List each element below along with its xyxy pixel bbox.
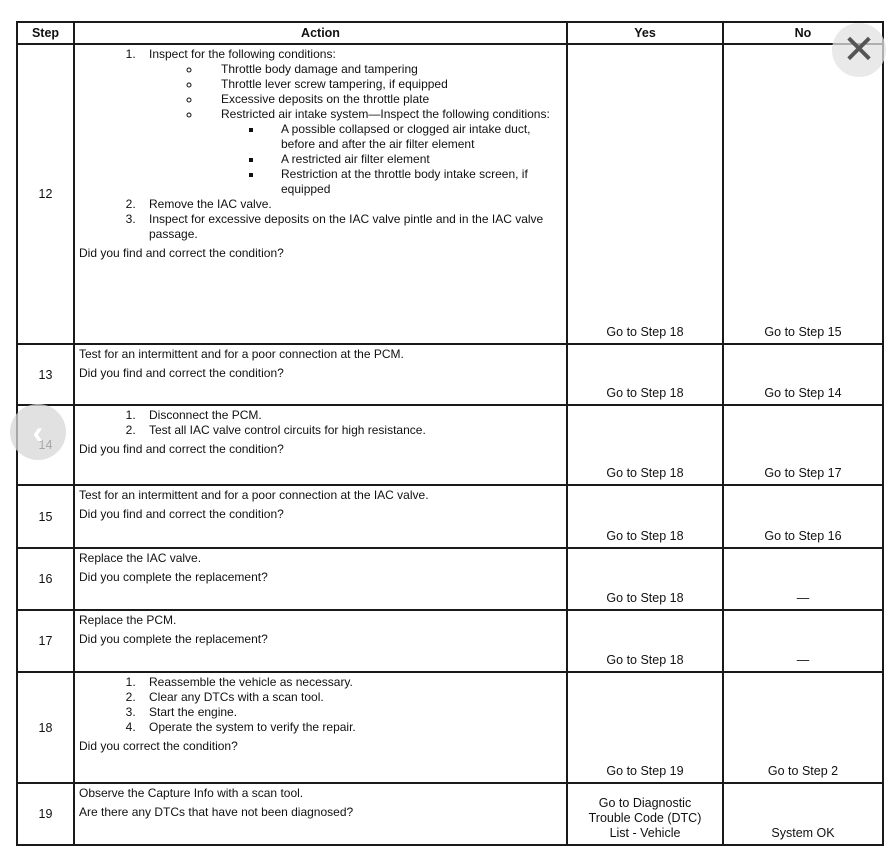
step-number: 19: [17, 783, 74, 845]
table-row: [17, 485, 883, 548]
action-steps: [79, 47, 562, 242]
action-cell: [74, 672, 567, 783]
action-cell: [74, 344, 567, 405]
table-row: [17, 783, 883, 845]
header-action: Action: [74, 22, 567, 44]
action-cell: [74, 783, 567, 845]
condition-list: [149, 62, 562, 197]
action-text: Test for an intermittent and for a poor connection at the PCM.: [79, 347, 404, 361]
action-step: 3. Inspect for excessive deposits on the IAC valve pintle and in the IAC valve passage.: [139, 212, 562, 242]
sub-condition-item: ▪ A restricted air filter element: [263, 152, 562, 167]
table-row: [17, 548, 883, 610]
action-step: 1. Disconnect the PCM.: [139, 408, 562, 423]
step-number: 16: [17, 548, 74, 610]
action-text: Replace the IAC valve.: [79, 551, 202, 565]
question-text: Did you find and correct the condition?: [79, 366, 284, 380]
step-number: 15: [17, 485, 74, 548]
yes-result: Go to Step 18: [567, 548, 723, 610]
yes-result-line: Go to Diagnostic: [598, 796, 692, 810]
action-step: 2. Remove the IAC valve.: [139, 197, 562, 212]
yes-result-line: List - Vehicle: [609, 826, 681, 840]
action-cell: [74, 44, 567, 344]
question-text: Did you find and correct the condition?: [79, 246, 284, 260]
question-text: Are there any DTCs that have not been diagnosed?: [79, 805, 354, 819]
action-steps: [79, 675, 562, 735]
step-number: 18: [17, 672, 74, 783]
table-row: [17, 610, 883, 672]
sub-condition-item: ▪ A possible collapsed or clogged air intake duct, before and after the air filter element: [263, 122, 562, 152]
sub-condition-item: ▪ Restriction at the throttle body intake screen, if equipped: [263, 167, 562, 197]
action-cell: [74, 485, 567, 548]
no-result: Go to Step 14: [723, 344, 883, 405]
no-result: Go to Step 2: [723, 672, 883, 783]
yes-result-line: Trouble Code (DTC): [588, 811, 702, 825]
diagnostic-table: [16, 21, 884, 846]
action-text: Test for an intermittent and for a poor connection at the IAC valve.: [79, 488, 429, 502]
condition-item: ◦ Throttle lever screw tampering, if equipped: [201, 77, 562, 92]
close-icon: ✕: [842, 28, 876, 72]
no-result: System OK: [723, 783, 883, 845]
action-cell: [74, 610, 567, 672]
action-steps: [79, 408, 562, 438]
action-step: 4. Operate the system to verify the repair.: [139, 720, 562, 735]
header-yes: Yes: [567, 22, 723, 44]
action-step: 2. Test all IAC valve control circuits for high resistance.: [139, 423, 562, 438]
close-button[interactable]: [832, 23, 886, 77]
table-row: [17, 344, 883, 405]
no-result: —: [723, 610, 883, 672]
question-text: Did you complete the replacement?: [79, 570, 268, 584]
action-text: Replace the PCM.: [79, 613, 177, 627]
question-text: Did you complete the replacement?: [79, 632, 268, 646]
question-text: Did you correct the condition?: [79, 739, 238, 753]
action-step-text: Inspect for the following conditions:: [149, 47, 336, 61]
question-text: Did you find and correct the condition?: [79, 442, 284, 456]
table-row: [17, 405, 883, 485]
sub-condition-list: [221, 122, 562, 197]
no-result: —: [723, 548, 883, 610]
action-step: 2. Clear any DTCs with a scan tool.: [139, 690, 562, 705]
header-step: Step: [17, 22, 74, 44]
condition-item: [201, 107, 562, 197]
table-row: [17, 44, 883, 344]
yes-result: Go to Step 18: [567, 485, 723, 548]
yes-result: [567, 783, 723, 845]
table-row: [17, 672, 883, 783]
yes-result: Go to Step 18: [567, 44, 723, 344]
action-step: [139, 47, 562, 197]
no-result: Go to Step 15: [723, 44, 883, 344]
step-number: 13: [17, 344, 74, 405]
action-text: Observe the Capture Info with a scan tool.: [79, 786, 304, 800]
action-step: 3. Start the engine.: [139, 705, 562, 720]
action-cell: [74, 548, 567, 610]
step-number: 17: [17, 610, 74, 672]
condition-text: Restricted air intake system—Inspect the following conditions:: [221, 107, 550, 121]
question-text: Did you find and correct the condition?: [79, 507, 284, 521]
condition-item: ◦ Throttle body damage and tampering: [201, 62, 562, 77]
action-cell: [74, 405, 567, 485]
previous-button[interactable]: [10, 404, 66, 460]
yes-result: Go to Step 18: [567, 344, 723, 405]
yes-result: Go to Step 19: [567, 672, 723, 783]
condition-item: ◦ Excessive deposits on the throttle plate: [201, 92, 562, 107]
action-step: 1. Reassemble the vehicle as necessary.: [139, 675, 562, 690]
yes-result: Go to Step 18: [567, 610, 723, 672]
step-number: 12: [17, 44, 74, 344]
header-no: No: [723, 22, 883, 44]
no-result: Go to Step 17: [723, 405, 883, 485]
yes-result: Go to Step 18: [567, 405, 723, 485]
no-result: Go to Step 16: [723, 485, 883, 548]
chevron-left-icon: ‹: [32, 413, 44, 450]
table-header-row: [17, 22, 883, 44]
